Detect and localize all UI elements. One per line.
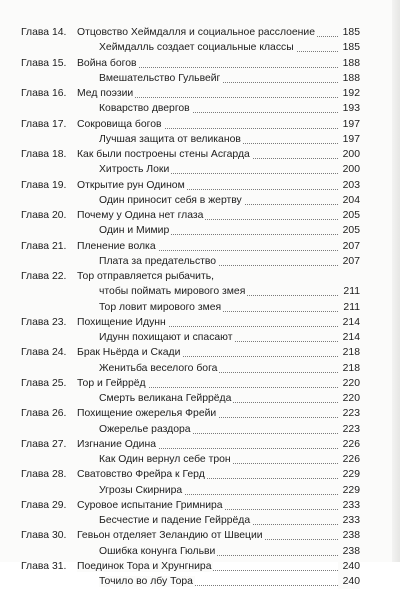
page-number: 233 xyxy=(338,498,360,513)
toc-entry xyxy=(21,117,360,132)
toc-entry xyxy=(21,483,360,498)
page-number: 192 xyxy=(338,86,360,101)
page-number: 205 xyxy=(338,208,360,223)
chapter-number: Глава 17. xyxy=(21,118,67,130)
page-number: 220 xyxy=(338,391,360,406)
toc-entry xyxy=(21,25,360,40)
section-title: Угрозы Скирнира xyxy=(99,484,183,496)
page-number: 229 xyxy=(338,467,360,482)
chapter-title: Поединок Тора и Хрунгнира xyxy=(77,560,212,572)
chapter-number: Глава 21. xyxy=(21,240,67,252)
page-number: 238 xyxy=(338,544,360,559)
chapter-title: Гевьон отделяет Зеландию от Швеции xyxy=(77,530,263,542)
page-number: 211 xyxy=(338,300,360,315)
toc-entry xyxy=(21,376,360,391)
toc-entry xyxy=(21,315,360,330)
chapter-title: Похищение Идунн xyxy=(77,316,166,328)
toc-entry xyxy=(21,452,360,467)
toc-entry xyxy=(21,223,360,238)
page-number: 193 xyxy=(338,101,360,116)
page-number: 185 xyxy=(338,40,360,55)
toc-entry xyxy=(21,193,360,208)
section-title: Хитрость Локи xyxy=(99,164,170,176)
chapter-title: Сокровища богов xyxy=(77,118,162,130)
page-number: 240 xyxy=(338,559,360,574)
chapter-number: Глава 24. xyxy=(21,347,67,359)
toc-entry xyxy=(21,330,360,345)
page-number: 200 xyxy=(338,162,360,177)
chapter-title: Открытие рун Одином xyxy=(77,179,185,191)
chapter-number: Глава 31. xyxy=(21,560,67,572)
toc-entry xyxy=(21,56,360,71)
page-number: 197 xyxy=(338,117,360,132)
page-number: 226 xyxy=(338,452,360,467)
page-number: 207 xyxy=(338,239,360,254)
section-title: Тор ловит мирового змея xyxy=(99,301,222,313)
chapter-number: Глава 30. xyxy=(21,530,67,542)
chapter-number: Глава 29. xyxy=(21,499,67,511)
toc-entry xyxy=(21,345,360,360)
page-number: 240 xyxy=(338,574,360,589)
toc-entry xyxy=(21,544,360,559)
toc-entry xyxy=(21,437,360,452)
section-title: Один приносит себя в жертву xyxy=(99,194,242,206)
chapter-title: Мед поэзии xyxy=(77,88,134,99)
toc-entry xyxy=(21,71,360,86)
page-number: 226 xyxy=(338,437,360,452)
chapter-number: Глава 15. xyxy=(21,57,67,69)
page-number: 218 xyxy=(338,345,360,360)
toc-entry xyxy=(21,254,360,269)
chapter-title: Отцовство Хеймдалля и социальное расслоение xyxy=(77,27,316,38)
chapter-number: Глава 27. xyxy=(21,438,67,450)
section-title: чтобы поймать мирового змея xyxy=(99,286,246,298)
chapter-title: Война богов xyxy=(77,57,137,69)
section-title: Женитьба веселого бога xyxy=(99,362,218,374)
section-title: Вмешательство Гульвейг xyxy=(99,72,221,84)
toc-entry xyxy=(21,422,360,437)
toc-entry xyxy=(21,239,360,254)
chapter-number: Глава 23. xyxy=(21,316,67,328)
page-number: 238 xyxy=(338,528,360,543)
page-number: 204 xyxy=(338,193,360,208)
page-number: 205 xyxy=(338,223,360,238)
chapter-number: Глава 26. xyxy=(21,408,67,420)
toc-entry xyxy=(21,406,360,421)
section-title: Один и Мимир xyxy=(99,225,170,237)
toc-entry xyxy=(21,101,360,116)
page-number: 218 xyxy=(338,361,360,376)
page-number: 197 xyxy=(338,132,360,147)
section-title: Бесчестие и падение Гейррёда xyxy=(99,515,251,526)
section-title: Ошибка конунга Гюльви xyxy=(99,545,216,557)
toc-entry xyxy=(21,284,360,299)
chapter-title: Тор и Гейррёд xyxy=(77,377,146,389)
toc-entry xyxy=(21,132,360,147)
toc-entry xyxy=(21,498,360,513)
toc-entry xyxy=(21,391,360,406)
toc-entry xyxy=(21,528,360,543)
chapter-number: Глава 16. xyxy=(21,88,67,99)
toc-entry xyxy=(21,162,360,177)
chapter-title: Пленение волка xyxy=(77,240,156,252)
page-number: 185 xyxy=(338,25,360,40)
chapter-number: Глава 25. xyxy=(21,377,67,389)
section-title: Смерть великана Гейррёда xyxy=(99,393,232,404)
chapter-title: Тор отправляется рыбачить, xyxy=(77,271,215,282)
page-number: 188 xyxy=(338,71,360,86)
page-number: 211 xyxy=(338,284,360,299)
chapter-number: Глава 22. xyxy=(21,271,67,282)
page-number: 223 xyxy=(338,422,360,437)
page-number: 203 xyxy=(338,178,360,193)
page-edge xyxy=(392,0,400,562)
chapter-title: Суровое испытание Гримнира xyxy=(77,499,223,511)
section-title: Ожерелье раздора xyxy=(99,423,191,435)
page-number: 229 xyxy=(338,483,360,498)
section-title: Коварство двергов xyxy=(99,103,190,115)
chapter-title: Как были построены стены Асгарда xyxy=(77,149,250,160)
toc-entry xyxy=(21,513,360,528)
chapter-number: Глава 20. xyxy=(21,210,67,221)
table-of-contents xyxy=(21,25,360,589)
chapter-title: Сватовство Фрейра к Герд xyxy=(77,469,205,481)
toc-entry xyxy=(21,361,360,376)
toc-entry xyxy=(21,300,360,315)
page-number: 200 xyxy=(338,147,360,162)
page-number: 207 xyxy=(338,254,360,269)
toc-entry xyxy=(21,40,360,55)
section-title: Хеймдалль создает социальные классы xyxy=(99,42,294,54)
chapter-number: Глава 18. xyxy=(21,149,67,160)
toc-entry xyxy=(21,559,360,574)
chapter-title: Похищение ожерелья Фрейи xyxy=(77,408,217,420)
chapter-title: Брак Ньёрда и Скади xyxy=(77,347,181,359)
toc-entry xyxy=(21,269,360,284)
toc-entry xyxy=(21,178,360,193)
chapter-number: Глава 19. xyxy=(21,179,67,191)
toc-entry xyxy=(21,574,360,589)
section-title: Идунн похищают и спасают xyxy=(99,332,233,343)
chapter-number: Глава 14. xyxy=(21,27,67,38)
page-number: 214 xyxy=(338,315,360,330)
page-number: 223 xyxy=(338,406,360,421)
page-number: 188 xyxy=(338,56,360,71)
section-title: Лучшая защита от великанов xyxy=(99,133,241,145)
chapter-title: Изгнание Одина xyxy=(77,438,156,450)
section-title: Как Один вернул себе трон xyxy=(99,454,231,465)
toc-entry xyxy=(21,467,360,482)
chapter-title: Почему у Одина нет глаза xyxy=(77,210,204,221)
toc-entry xyxy=(21,147,360,162)
toc-entry xyxy=(21,86,360,101)
page-number: 233 xyxy=(338,513,360,528)
page-number: 220 xyxy=(338,376,360,391)
section-title: Точило во лбу Тора xyxy=(99,576,193,587)
section-title: Плата за предательство xyxy=(99,255,217,267)
toc-entry xyxy=(21,208,360,223)
chapter-number: Глава 28. xyxy=(21,469,67,481)
page-number: 214 xyxy=(338,330,360,345)
